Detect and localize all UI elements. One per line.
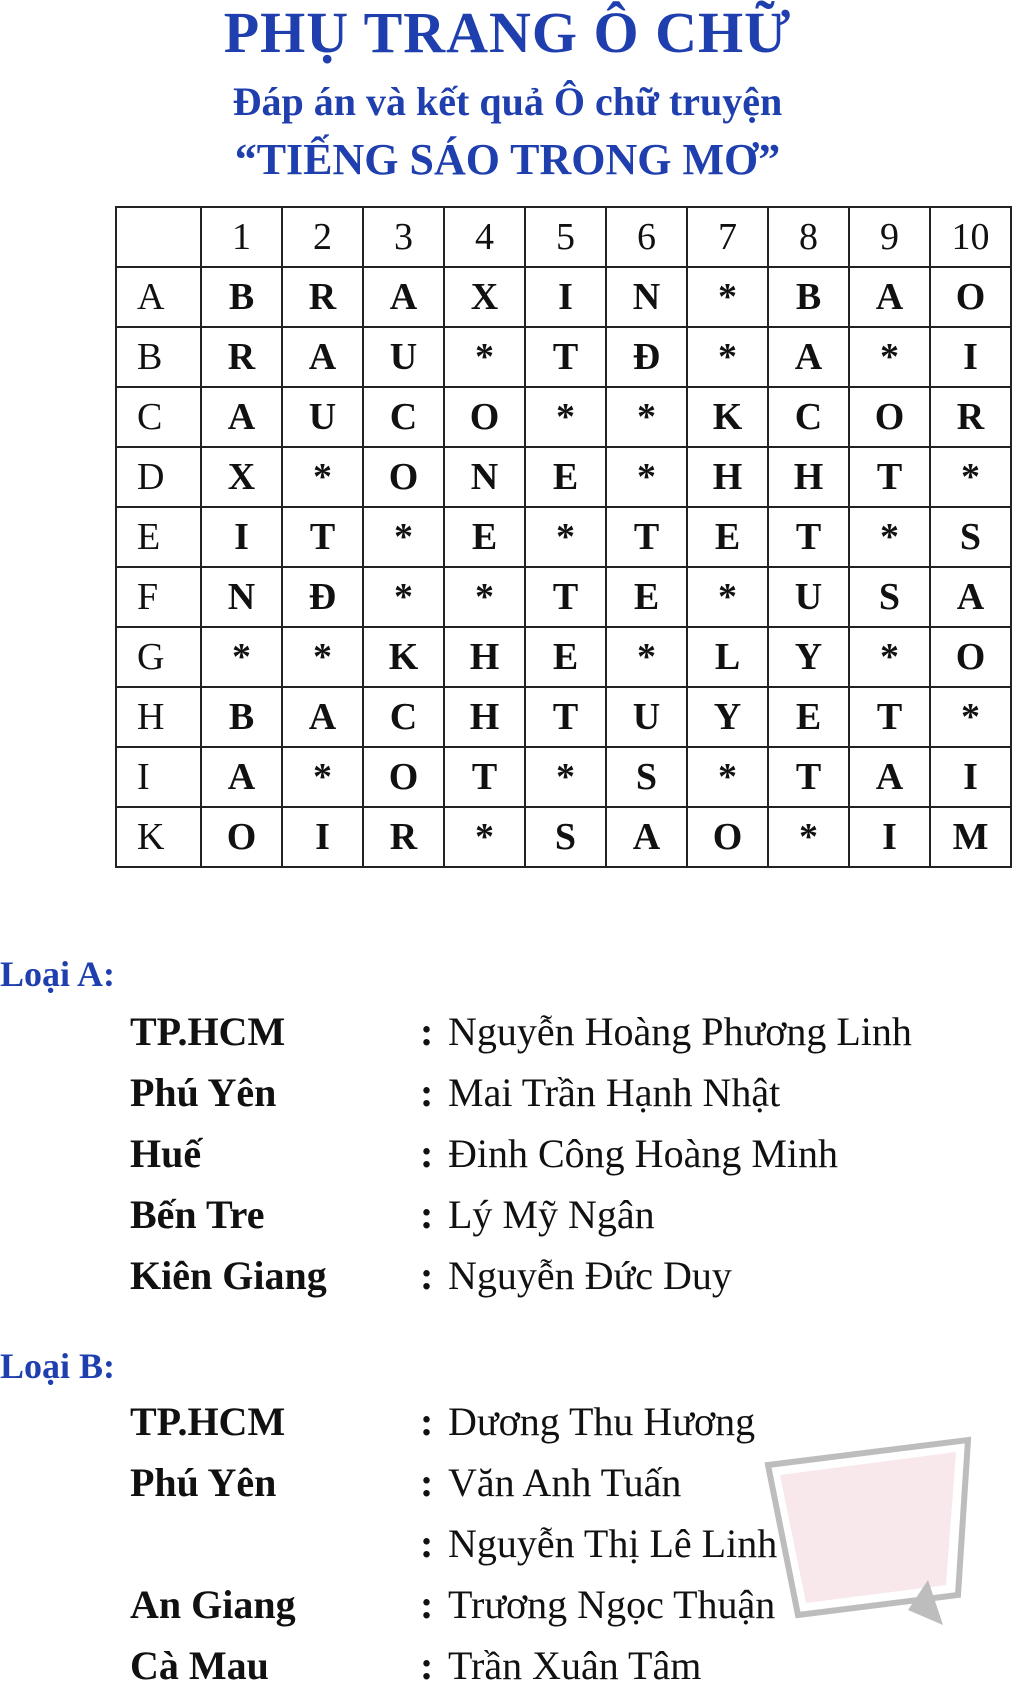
separator-colon: : [420,1009,434,1054]
grid-cell: A [849,267,930,327]
grid-cell: Đ [606,327,687,387]
row-header: A [116,267,201,327]
subtitle: Đáp án và kết quả Ô chữ truyện [232,79,783,124]
winner-name: Đinh Công Hoàng Minh [448,1131,838,1176]
row-header: C [116,387,201,447]
grid-cell: I [525,267,606,327]
column-header: 7 [687,207,768,267]
winner-name: Trần Xuân Tâm [448,1643,702,1688]
grid-cell: X [201,447,282,507]
grid-cell: S [849,567,930,627]
row-header: H [116,687,201,747]
winner-location: Phú Yên [130,1460,277,1505]
grid-cell: * [687,267,768,327]
grid-cell: E [687,507,768,567]
grid-cell: * [201,627,282,687]
row-header: I [116,747,201,807]
separator-colon: : [420,1070,434,1115]
grid-cell: A [768,327,849,387]
grid-row [116,387,1011,447]
winner-location: TP.HCM [130,1009,286,1054]
grid-cell: R [282,267,363,327]
winner-name: Văn Anh Tuấn [448,1460,682,1505]
grid-cell: O [930,627,1011,687]
grid-cell: O [363,747,444,807]
grid-cell: Y [768,627,849,687]
grid-cell: Đ [282,567,363,627]
column-header: 8 [768,207,849,267]
grid-row [116,327,1011,387]
separator-colon: : [420,1643,434,1688]
grid-cell: A [930,567,1011,627]
grid-cell: T [768,507,849,567]
winner-entry [0,1642,1015,1698]
grid-cell: * [768,807,849,867]
grid-cell: T [606,507,687,567]
grid-cell: * [444,567,525,627]
winner-name: Lý Mỹ Ngân [448,1192,655,1237]
grid-cell: T [849,447,930,507]
column-header: 5 [525,207,606,267]
separator-colon: : [420,1399,434,1444]
winner-location: Kiên Giang [130,1253,327,1298]
column-header: 4 [444,207,525,267]
grid-cell: S [606,747,687,807]
grid-cell: Y [687,687,768,747]
grid-cell: M [930,807,1011,867]
winner-location: An Giang [130,1582,296,1627]
column-header: 1 [201,207,282,267]
column-header: 10 [930,207,1011,267]
grid-cell: N [201,567,282,627]
grid-cell: I [201,507,282,567]
grid-cell: C [363,387,444,447]
separator-colon: : [420,1192,434,1237]
grid-cell: * [525,507,606,567]
grid-cell: K [687,387,768,447]
grid-cell: * [606,627,687,687]
grid-header-row [116,207,1011,267]
winner-entry [0,1069,1015,1125]
grid-cell: * [606,447,687,507]
grid-cell: H [444,687,525,747]
grid-cell: T [525,687,606,747]
winner-location: Phú Yên [130,1070,277,1115]
grid-cell: N [444,447,525,507]
row-header: D [116,447,201,507]
grid-cell: U [282,387,363,447]
grid-cell: * [363,567,444,627]
grid-row [116,567,1011,627]
grid-corner [116,207,201,267]
grid-cell: * [687,327,768,387]
grid-cell: * [444,327,525,387]
grid-cell: * [282,747,363,807]
grid-cell: E [525,447,606,507]
grid-cell: I [930,327,1011,387]
grid-cell: I [282,807,363,867]
row-header: E [116,507,201,567]
separator-colon: : [420,1460,434,1505]
grid-cell: * [444,807,525,867]
grid-cell: R [930,387,1011,447]
winner-entry [0,1191,1015,1247]
separator-colon: : [420,1582,434,1627]
grid-row [116,267,1011,327]
grid-cell: H [444,627,525,687]
grid-cell: O [363,447,444,507]
grid-cell: A [363,267,444,327]
winner-location: Cà Mau [130,1643,269,1688]
row-header: F [116,567,201,627]
grid-cell: S [930,507,1011,567]
grid-cell: K [363,627,444,687]
row-header: B [116,327,201,387]
grid-cell: A [282,327,363,387]
winner-entry [0,1008,1015,1064]
grid-cell: N [606,267,687,327]
grid-cell: T [768,747,849,807]
grid-cell: X [444,267,525,327]
separator-colon: : [420,1521,434,1566]
winner-name: Mai Trần Hạnh Nhật [448,1070,781,1115]
grid-cell: R [201,327,282,387]
grid-cell: E [606,567,687,627]
grid-cell: T [282,507,363,567]
grid-cell: A [201,387,282,447]
grid-cell: * [363,507,444,567]
winner-entry [0,1252,1015,1308]
grid-cell: E [768,687,849,747]
winner-location: TP.HCM [130,1399,286,1444]
section-loai-a: Loại A: [0,954,116,994]
grid-cell: L [687,627,768,687]
grid-cell: B [201,267,282,327]
grid-cell: O [201,807,282,867]
winner-location: Huế [130,1131,202,1176]
winner-entry [0,1130,1015,1186]
grid-cell: C [363,687,444,747]
winner-name: Nguyễn Thị Lê Linh [448,1521,778,1566]
column-header: 2 [282,207,363,267]
grid-cell: A [201,747,282,807]
grid-cell: * [687,747,768,807]
grid-cell: O [444,387,525,447]
grid-cell: A [849,747,930,807]
grid-cell: O [687,807,768,867]
grid-cell: * [282,447,363,507]
grid-cell: * [930,687,1011,747]
grid-cell: T [444,747,525,807]
winner-name: Nguyễn Hoàng Phương Linh [448,1009,912,1054]
grid-cell: * [687,567,768,627]
grid-cell: A [282,687,363,747]
grid-cell: H [687,447,768,507]
grid-cell: R [363,807,444,867]
separator-colon: : [420,1253,434,1298]
grid-cell: U [363,327,444,387]
grid-cell: * [525,747,606,807]
grid-cell: * [282,627,363,687]
column-header: 3 [363,207,444,267]
grid-cell: * [849,627,930,687]
grid-cell: O [849,387,930,447]
grid-cell: T [525,567,606,627]
grid-cell: E [525,627,606,687]
grid-cell: U [768,567,849,627]
grid-cell: I [930,747,1011,807]
grid-cell: * [606,387,687,447]
grid-row [116,627,1011,687]
grid-cell: U [606,687,687,747]
grid-cell: * [930,447,1011,507]
watermark-logo [758,1420,983,1630]
grid-cell: H [768,447,849,507]
separator-colon: : [420,1131,434,1176]
grid-row [116,447,1011,507]
grid-cell: I [849,807,930,867]
winner-location: Bến Tre [130,1192,265,1237]
grid-cell: * [849,507,930,567]
winner-name: Dương Thu Hương [448,1399,756,1444]
grid-cell: T [525,327,606,387]
grid-cell: A [606,807,687,867]
grid-cell: O [930,267,1011,327]
section-loai-b: Loại B: [0,1346,116,1386]
grid-cell: C [768,387,849,447]
grid-cell: * [849,327,930,387]
column-header: 9 [849,207,930,267]
grid-cell: * [525,387,606,447]
story-title: “TIẾNG SÁO TRONG MƠ” [234,135,781,184]
column-header: 6 [606,207,687,267]
grid-row [116,687,1011,747]
grid-row [116,507,1011,567]
row-header: G [116,627,201,687]
grid-cell: E [444,507,525,567]
grid-row [116,807,1011,867]
grid-row [116,747,1011,807]
winner-name: Nguyễn Đức Duy [448,1253,732,1298]
crossword-grid [115,206,1012,868]
grid-cell: B [768,267,849,327]
page-title: PHỤ TRANG Ô CHỮ [223,0,792,65]
winner-name: Trương Ngọc Thuận [448,1582,776,1627]
grid-cell: S [525,807,606,867]
row-header: K [116,807,201,867]
grid-cell: B [201,687,282,747]
grid-cell: T [849,687,930,747]
